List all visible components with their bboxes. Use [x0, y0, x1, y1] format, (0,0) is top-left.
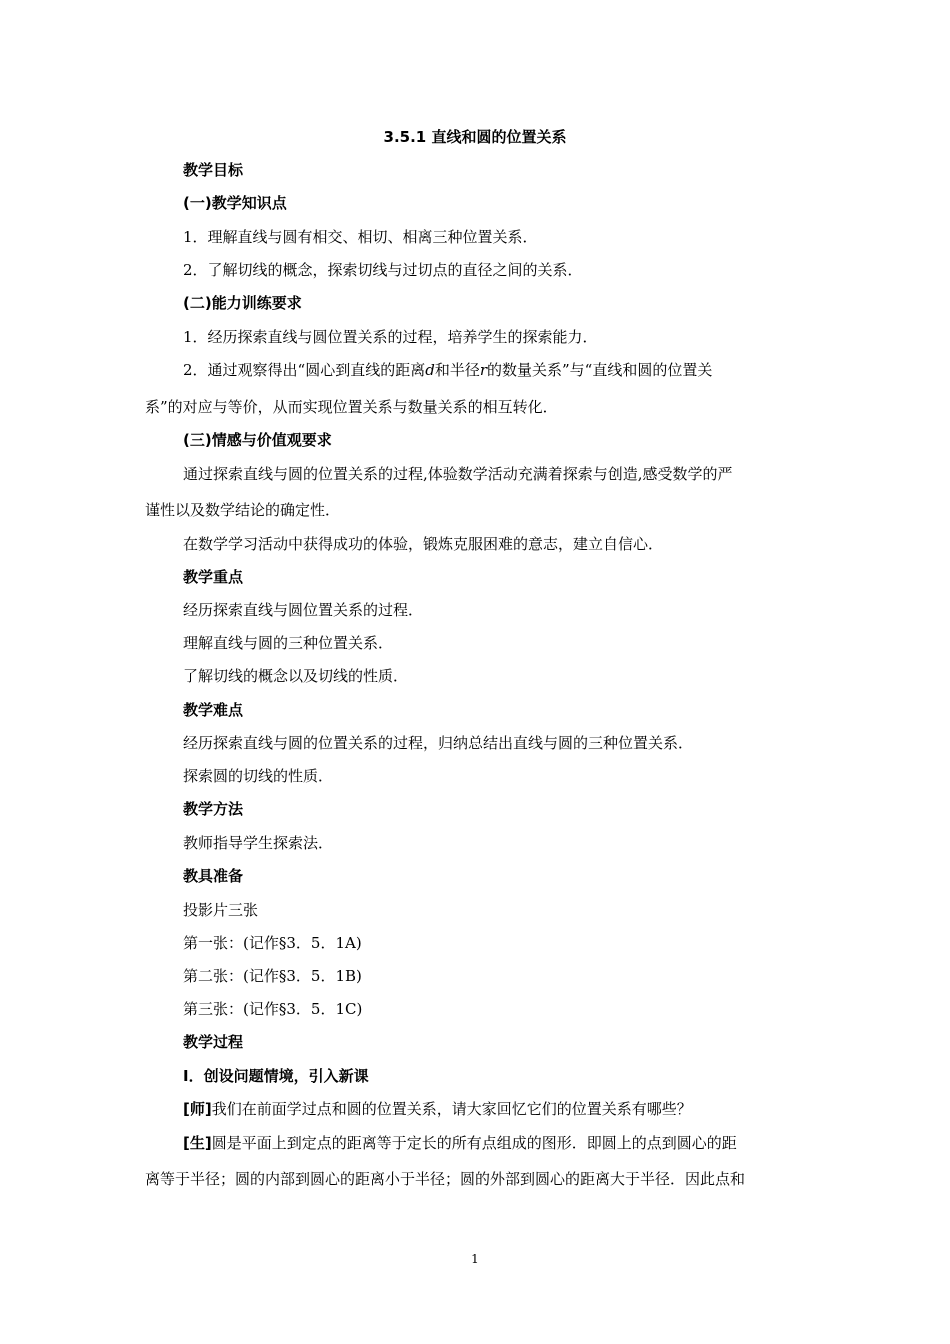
teacher-tag: [师]	[183, 1100, 212, 1118]
knowledge-point-1: 1．理解直线与圆有相交、相切、相离三种位置关系．	[183, 228, 538, 246]
page-title: 3.5.1 直线和圆的位置关系	[383, 128, 567, 146]
section-heading-process: 教学过程	[183, 1033, 244, 1051]
materials-slide-2: 第二张：(记作§3．5．1B)	[183, 967, 362, 985]
variable-d: d	[425, 361, 435, 379]
key-point-2: 理解直线与圆的三种位置关系．	[183, 634, 394, 652]
method-point-1: 教师指导学生探索法．	[183, 834, 334, 852]
difficulty-point-2: 探索圆的切线的性质．	[183, 767, 334, 785]
emotion-point-1: 通过探索直线与圆的位置关系的过程,体验数学活动充满着探索与创造,感受数学的严	[183, 465, 733, 483]
page-number: 1	[471, 1252, 479, 1266]
section-heading-key-points: 教学重点	[183, 568, 244, 586]
ability-point-1: 1．经历探索直线与圆位置关系的过程，培养学生的探索能力．	[183, 328, 598, 346]
teacher-line	[183, 1098, 692, 1120]
section-heading-method: 教学方法	[183, 800, 244, 818]
teacher-text: 我们在前面学过点和圆的位置关系，请大家回忆它们的位置关系有哪些？	[211, 1100, 692, 1118]
key-point-1: 经历探索直线与圆位置关系的过程．	[183, 601, 424, 619]
materials-point-1: 投影片三张	[183, 901, 259, 919]
subheading-emotion: (三)情感与价值观要求	[183, 431, 332, 449]
ability-point-2	[183, 359, 712, 381]
section-heading-objectives: 教学目标	[183, 161, 244, 179]
ability-point-2-continued: 系”的对应与等价，从而实现位置关系与数量关系的相互转化．	[145, 398, 558, 416]
section-heading-materials: 教具准备	[183, 867, 244, 885]
student-tag: [生]	[183, 1134, 212, 1152]
subheading-intro: Ⅰ．创设问题情境，引入新课	[183, 1067, 369, 1085]
emotion-point-1-continued: 谨性以及数学结论的确定性．	[145, 501, 341, 519]
student-line-continued: 离等于半径；圆的内部到圆心的距离小于半径；圆的外部到圆心的距离大于半径．因此点和	[145, 1170, 746, 1188]
ability-point-2-mid: 和半径	[434, 361, 480, 379]
ability-point-2-post: 的数量关系”与“直线和圆的位置关	[487, 361, 713, 379]
key-point-3: 了解切线的概念以及切线的性质．	[183, 667, 409, 685]
difficulty-point-1: 经历探索直线与圆的位置关系的过程，归纳总结出直线与圆的三种位置关系．	[183, 734, 694, 752]
subheading-ability: (二)能力训练要求	[183, 294, 302, 312]
materials-slide-3: 第三张：(记作§3．5．1C)	[183, 1000, 363, 1018]
student-text: 圆是平面上到定点的距离等于定长的所有点组成的图形．即圆上的点到圆心的距	[211, 1134, 737, 1152]
student-line	[183, 1132, 737, 1154]
ability-point-2-pre: 2．通过观察得出“圆心到直线的距离	[183, 361, 426, 379]
emotion-point-2: 在数学学习活动中获得成功的体验，锻炼克服困难的意志，建立自信心．	[183, 535, 664, 553]
variable-r: r	[479, 361, 488, 379]
subheading-knowledge: (一)教学知识点	[183, 194, 287, 212]
knowledge-point-2: 2．了解切线的概念，探索切线与过切点的直径之间的关系．	[183, 261, 583, 279]
section-heading-difficulties: 教学难点	[183, 701, 244, 719]
materials-slide-1: 第一张：(记作§3．5．1A)	[183, 934, 362, 952]
